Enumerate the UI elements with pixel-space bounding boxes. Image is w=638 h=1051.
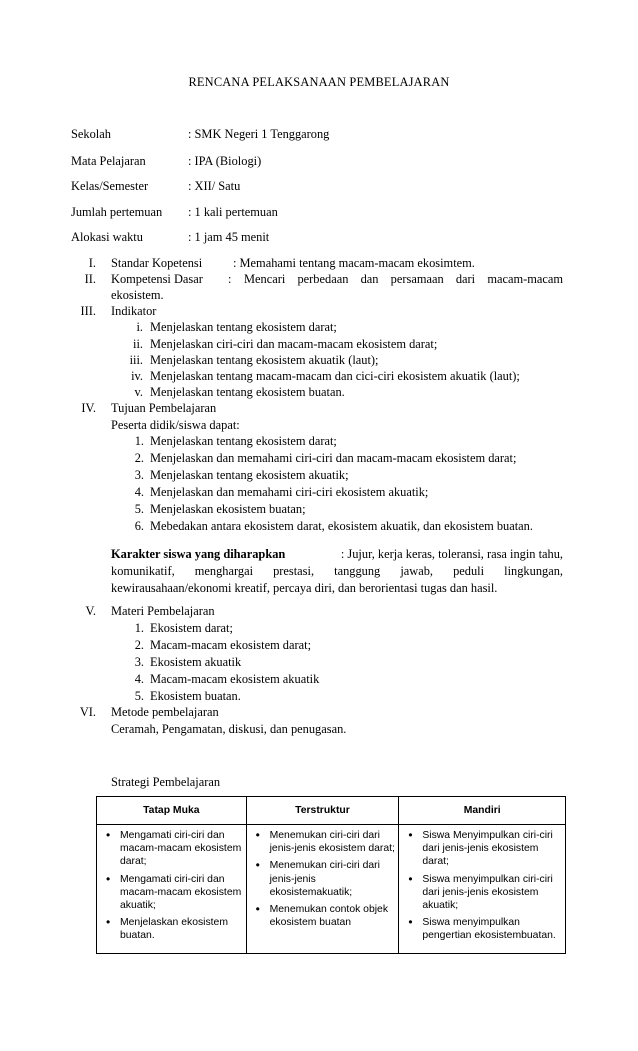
strategi-table	[96, 796, 566, 954]
info-value: : XII/ Satu	[188, 179, 241, 193]
column-header-terstruktur: Terstruktur	[246, 797, 399, 825]
materi-heading: Materi Pembelajaran	[111, 604, 215, 618]
column-header-mandiri: Mandiri	[399, 797, 566, 825]
info-value: : SMK Negeri 1 Tenggarong	[188, 127, 330, 141]
indikator-item: Menjelaskan tentang macam-macam dan cici-ciri ekosistem akuatik (laut);	[150, 369, 520, 383]
standar-kompetensi-label: Standar Kopetensi	[111, 256, 203, 270]
section-numeral: I.	[88, 256, 96, 270]
list-item: • Mengamati ciri-ciri dan macam-macam ekosistem akuatik;	[100, 873, 243, 913]
indikator-number: i.	[136, 320, 143, 334]
indikator-number: v.	[134, 385, 143, 399]
tujuan-number: 6.	[134, 519, 144, 533]
page-title: RENCANA PELAKSANAAN PEMBELAJARAN	[188, 75, 450, 89]
tujuan-heading: Tujuan Pembelajaran	[111, 401, 217, 415]
indikator-item: Menjelaskan tentang ekosistem darat;	[150, 320, 337, 334]
tujuan-number: 1.	[134, 434, 144, 448]
section-numeral: V.	[85, 604, 96, 618]
materi-number: 5.	[134, 689, 144, 703]
kompetensi-dasar-label: Kompetensi Dasar	[111, 272, 203, 286]
info-label: Alokasi waktu	[71, 230, 143, 244]
materi-item: Macam-macam ekosistem darat;	[150, 638, 312, 652]
tatap-muka-cell	[97, 825, 247, 954]
karakter-line-3: kewirausahaan/ekonomi kreatif, percaya diri, dan berorientasi tugas dan hasil.	[111, 581, 498, 595]
info-label: Jumlah pertemuan	[71, 205, 163, 219]
table-row	[97, 825, 566, 954]
kompetensi-dasar-colon: :	[228, 272, 232, 286]
metode-heading: Metode pembelajaran	[111, 705, 219, 719]
section-numeral: VI.	[79, 705, 96, 719]
tujuan-intro: Peserta didik/siswa dapat:	[111, 418, 240, 432]
indikator-number: ii.	[133, 337, 143, 351]
materi-number: 4.	[134, 672, 144, 686]
kompetensi-dasar-text: Mencari perbedaan dan persamaan dari macam-macam	[244, 272, 563, 286]
list-item: • Menjelaskan ekosistem buatan.	[100, 916, 243, 942]
karakter-label: Karakter siswa yang diharapkan	[111, 547, 286, 561]
table-header-row	[97, 797, 566, 825]
tujuan-number: 5.	[134, 502, 144, 516]
karakter-line-1	[111, 547, 563, 562]
tujuan-number: 3.	[134, 468, 144, 482]
section-numeral: IV.	[81, 401, 96, 415]
indikator-item: Menjelaskan ciri-ciri dan macam-macam ekosistem darat;	[150, 337, 438, 351]
tujuan-item: Mebedakan antara ekosistem darat, ekosistem akuatik, dan ekosistem buatan.	[150, 519, 533, 533]
info-value: : IPA (Biologi)	[188, 154, 262, 168]
tujuan-item: Menjelaskan dan memahami ciri-ciri dan macam-macam ekosistem darat;	[150, 451, 517, 465]
info-value: : 1 jam 45 menit	[188, 230, 270, 244]
mandiri-cell	[399, 825, 566, 954]
section-numeral: III.	[80, 304, 96, 318]
indikator-item: Menjelaskan tentang ekosistem akuatik (laut);	[150, 353, 379, 367]
list-item: • Menemukan ciri-ciri dari jenis-jenis ekosistemakuatik;	[250, 859, 396, 899]
indikator-number: iii.	[129, 353, 143, 367]
tujuan-item: Menjelaskan ekosistem buatan;	[150, 502, 306, 516]
materi-item: Ekosistem buatan.	[150, 689, 241, 703]
list-item: • Siswa Menyimpulkan ciri-ciri dari jenis-jenis ekosistem darat;	[402, 829, 562, 869]
indikator-number: iv.	[131, 369, 143, 383]
info-label: Mata Pelajaran	[71, 154, 146, 168]
tujuan-item: Menjelaskan tentang ekosistem darat;	[150, 434, 337, 448]
info-label: Kelas/Semester	[71, 179, 149, 193]
metode-text: Ceramah, Pengamatan, diskusi, dan penugasan.	[111, 722, 347, 736]
materi-item: Ekosistem darat;	[150, 621, 233, 635]
materi-item: Ekosistem akuatik	[150, 655, 242, 669]
list-item: • Mengamati ciri-ciri dan macam-macam ekosistem darat;	[100, 829, 243, 869]
materi-item: Macam-macam ekosistem akuatik	[150, 672, 320, 686]
karakter-line-2: komunikatif, menghargai prestasi, tanggung jawab, peduli lingkungan,	[111, 564, 563, 578]
tujuan-item: Menjelaskan tentang ekosistem akuatik;	[150, 468, 349, 482]
materi-number: 1.	[134, 621, 144, 635]
column-header-tatap-muka: Tatap Muka	[97, 797, 247, 825]
list-item: • Siswa menyimpulkan pengertian ekosistembuatan.	[402, 916, 562, 942]
info-label: Sekolah	[71, 127, 111, 141]
strategi-heading: Strategi Pembelajaran	[111, 775, 221, 789]
standar-kompetensi-text: : Memahami tentang macam-macam ekosimtem.	[233, 256, 475, 270]
indikator-heading: Indikator	[111, 304, 157, 318]
karakter-values: : Jujur, kerja keras, toleransi, rasa ingin tahu,	[340, 547, 563, 561]
tujuan-number: 2.	[134, 451, 144, 465]
materi-number: 3.	[134, 655, 144, 669]
list-item: • Menemukan contok objek ekosistem buatan	[250, 903, 396, 929]
kompetensi-dasar-text-cont: ekosistem.	[111, 288, 164, 302]
materi-number: 2.	[134, 638, 144, 652]
indikator-item: Menjelaskan tentang ekosistem buatan.	[150, 385, 345, 399]
tujuan-item: Menjelaskan dan memahami ciri-ciri ekosistem akuatik;	[150, 485, 429, 499]
list-item: • Menemukan ciri-ciri dari jenis-jenis ekosistem darat;	[250, 829, 396, 855]
section-numeral: II.	[84, 272, 96, 286]
tujuan-number: 4.	[134, 485, 144, 499]
info-value: : 1 kali pertemuan	[188, 205, 278, 219]
list-item: • Siswa menyimpulkan ciri-ciri dari jenis-jenis ekosistem akuatik;	[402, 873, 562, 913]
terstruktur-cell	[246, 825, 399, 954]
